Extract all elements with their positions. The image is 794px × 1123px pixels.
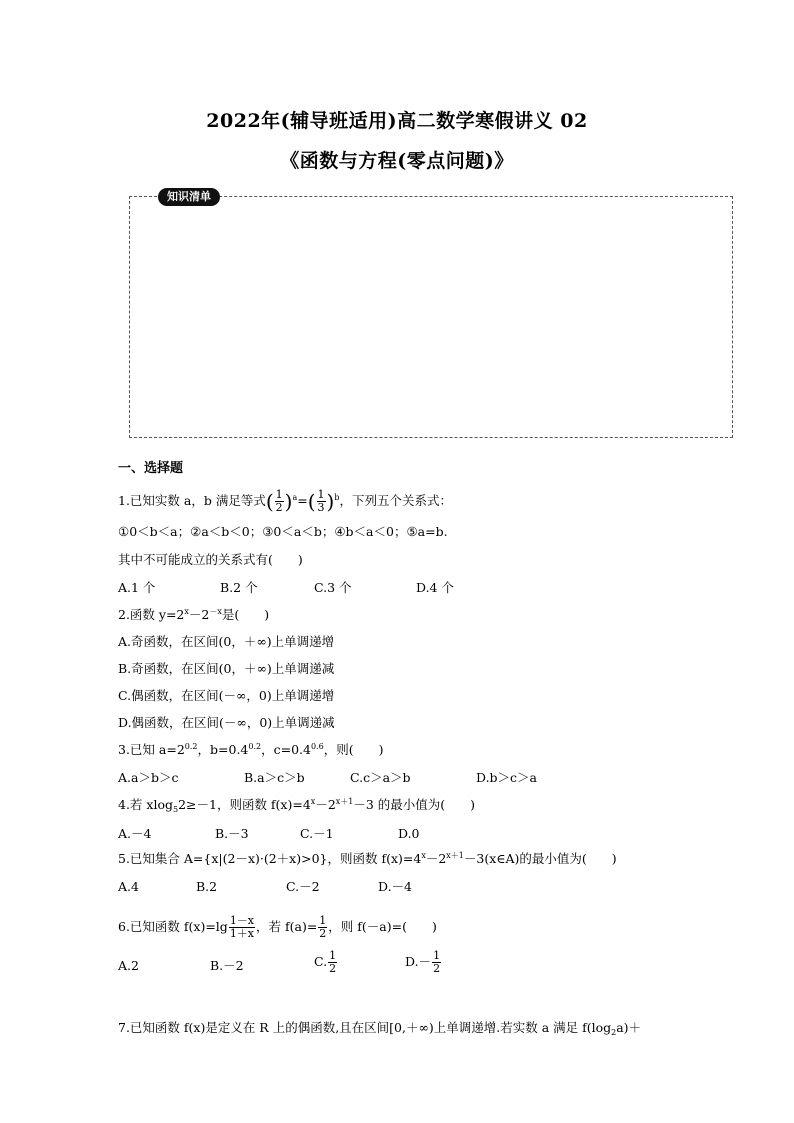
q4-option-d: D.0 bbox=[398, 826, 420, 841]
q6-stem: 6.已知函数 f(x)=lg $\frac{1-x}{1+x}$ ，若 f(a)= $\frac{1}{2}$ ，则 f(－a)=( ) bbox=[118, 914, 437, 940]
q2-option-b: B.奇函数，在区间(0，＋∞)上单调递减 bbox=[118, 661, 335, 676]
q7-stem: 7.已知函数 f(x)是定义在 R 上的偶函数,且在区间[0,＋∞)上单调递增.若实数 a 满足 $f(\log_2a)+$ bbox=[118, 1020, 642, 1037]
q4-stem: 4.若 xlog$_5$2≥－1，则函数 $f(x)=4^x-2^{x+1}-3$ 的最小值为( ) bbox=[118, 797, 476, 814]
q5-stem: 5.已知集合 A={x|(2－x)·(2＋x)>0}，则函数 $f(x)=4^x-2^{x+1}-3(x\in A)$的最小值为( ) bbox=[118, 851, 617, 866]
page-subtitle: 《函数与方程(零点问题)》 bbox=[280, 150, 514, 172]
q5-option-b: B.2 bbox=[196, 879, 218, 894]
q5-option-d: D.－4 bbox=[378, 879, 413, 894]
q5-option-a: A.4 bbox=[118, 879, 139, 894]
knowledge-badge: 知识清单 bbox=[158, 188, 220, 206]
q2-option-d: D.偶函数，在区间(－∞，0)上单调递减 bbox=[118, 715, 335, 730]
q1-option-d: D.4 个 bbox=[416, 580, 454, 595]
q1-frac-b: $\frac{1}{3}$ bbox=[317, 488, 325, 514]
knowledge-box bbox=[129, 196, 733, 438]
page-title: 2022年(辅导班适用)高二数学寒假讲义 02 bbox=[206, 110, 588, 132]
q3-stem: 3.已知 $a=2^{0.2}$，$b=0.4^{0.2}$，$c=0.4^{0.6}$，则( ) bbox=[118, 742, 384, 757]
q2-stem: 2.函数 $y=2^x-2^{-x}$是( ) bbox=[118, 607, 270, 622]
q6-option-a: A.2 bbox=[118, 958, 139, 973]
q1-question: 其中不可能成立的关系式有( ) bbox=[118, 552, 303, 567]
section-title: 一、选择题 bbox=[118, 461, 184, 476]
q6-frac-expr: $\frac{1-x}{1+x}$ bbox=[229, 914, 255, 940]
q6-frac-value: $\frac{1}{2}$ bbox=[319, 914, 327, 940]
q6-option-b: B.－2 bbox=[210, 958, 244, 973]
q5-option-c: C.－2 bbox=[286, 879, 320, 894]
q6-option-c: C. $\frac{1}{2}$ bbox=[314, 949, 337, 975]
q4-option-b: B.－3 bbox=[215, 826, 249, 841]
q1-option-a: A.1 个 bbox=[118, 580, 156, 595]
q1-stem: 1.已知实数 a，b 满足等式( $\frac{1}{2}$ )$^a$=( $\frac{1}{3}$ )$^b$，下列五个关系式： bbox=[118, 488, 452, 514]
q4-option-a: A.－4 bbox=[118, 826, 152, 841]
q2-option-a: A.奇函数，在区间(0，＋∞)上单调递增 bbox=[118, 634, 335, 649]
q3-option-b: B.a＞c＞b bbox=[244, 770, 305, 785]
q1-option-b: B.2 个 bbox=[220, 580, 258, 595]
q1-frac-a: $\frac{1}{2}$ bbox=[275, 488, 283, 514]
q3-option-d: D.b＞c＞a bbox=[476, 770, 538, 785]
q2-option-c: C.偶函数，在区间(－∞，0)上单调递增 bbox=[118, 688, 335, 703]
q3-option-c: C.c＞a＞b bbox=[350, 770, 411, 785]
q4-option-c: C.－1 bbox=[300, 826, 334, 841]
q1-relations: ①0＜b＜a；②a＜b＜0；③0＜a＜b；④b＜a＜0；⑤a=b. bbox=[118, 524, 448, 539]
q3-option-a: A.a＞b＞c bbox=[118, 770, 179, 785]
q6-option-d: D.－ $\frac{1}{2}$ bbox=[405, 949, 441, 975]
q1-option-c: C.3 个 bbox=[314, 580, 352, 595]
